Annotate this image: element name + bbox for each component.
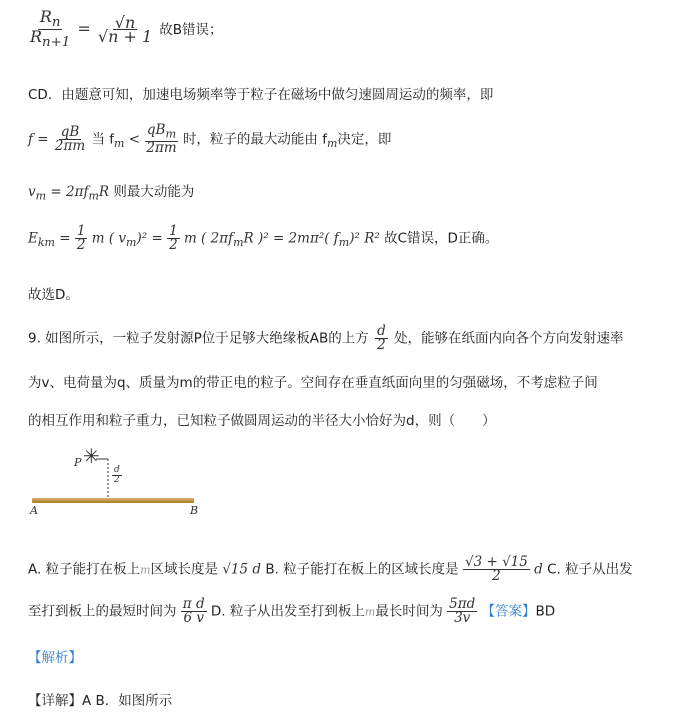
choose-d: 故选D。 xyxy=(28,287,79,303)
kinetic-energy-equation: $E_{km}$ = $\frac{1}{2}$ m ( $v_m)^2$ = $\frac{1}{2}$ m ( $2\pi f_mR$ )² = 2mπ²( $f_m)^2$ R² 故C错误，D正确。 xyxy=(28,223,499,253)
board-label-b: B xyxy=(190,504,199,517)
answer-value: BD xyxy=(535,603,556,620)
options-line2: 至打到板上的最短时间为 $\frac{\text{π d}}{6 v}$ D. 粒子从出发至打到板上m最长时间为 $\frac{5\pi d}{3v}$ 【答案】BD xyxy=(28,596,556,626)
question-9-line3: 的相互作用和粒子重力，已知粒子做圆周运动的半径大小恰好为d，则（ ） xyxy=(28,413,496,429)
conclusion-b: 故B错误； xyxy=(159,22,223,39)
source-star-icon: ✳ xyxy=(83,444,100,468)
board-label-a: A xyxy=(30,504,38,517)
question-9-line2: 为v、电荷量为q、质量为m的带正电的粒子。空间存在垂直纸面向里的匀强磁场，不考虑粒子间 xyxy=(28,375,598,391)
option-d: D. 粒子从出发至打到板上 xyxy=(210,603,365,620)
analysis-heading: 【解析】 xyxy=(28,650,82,666)
frequency-equation: f = $\frac{qB}{2\pi m}$ 当 $f_m$ < $\frac{qB_m}{2\pi m}$ 时，粒子的最大动能由 $f_m$决定，即 xyxy=(28,122,392,156)
question-9-line1: 9. 如图所示，一粒子发射源P位于足够大绝缘板AB的上方 $\frac{d}{2}$ 处，能够在纸面内向各个方向发射速率 xyxy=(28,323,624,353)
ratio-equation: $\frac{R_n}{R_{n+1}}$ = $\frac{√n}{√n + 1}$ 故B错误； xyxy=(30,7,223,51)
option-b: B. 粒子能打在板上的区域长度是 xyxy=(265,561,459,578)
option-a: A. 粒子能打在板上 xyxy=(28,561,141,578)
source-label-p: P xyxy=(74,456,82,469)
lhs-fraction: $\frac{R_n}{R_{n+1}}$ xyxy=(30,7,71,51)
insulating-board-ab xyxy=(32,498,194,503)
detail-heading: 【详解】A B．如图所示 xyxy=(28,693,173,709)
velocity-equation: $v_m = 2\pi f_mR$ 则最大动能为 xyxy=(28,184,195,203)
answer-label: 【答案】 xyxy=(481,603,536,620)
options-line1: A. 粒子能打在板上m区域长度是 √15 d B. 粒子能打在板上的区域长度是 $\frac{√3 + √15}{2}$ d C. 粒子从出发 xyxy=(28,554,633,584)
cd-paragraph: CD．由题意可知，加速电场频率等于粒子在磁场中做匀速圆周运动的频率，即 xyxy=(28,87,494,103)
height-label: $\frac{d}{2}$ xyxy=(114,465,120,485)
rhs-fraction: $\frac{√n}{√n + 1}$ xyxy=(97,13,153,47)
option-c: C. 粒子从出发 xyxy=(547,561,633,578)
